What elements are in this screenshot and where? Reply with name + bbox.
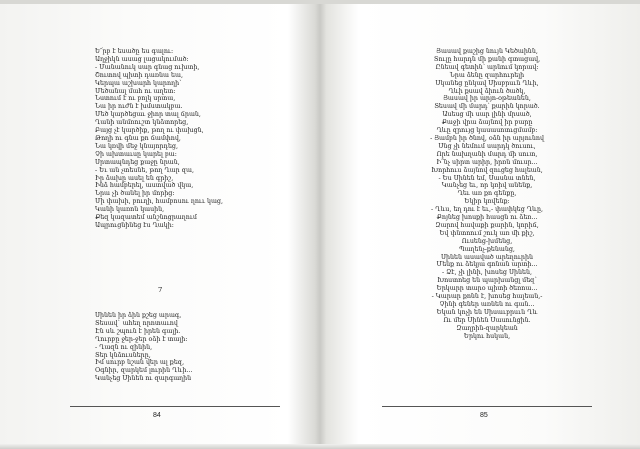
verse-line: Ղևը զրույց կասասոտւցմամբ: xyxy=(436,127,538,135)
verse-line: Քեզ կազատեմ անշնոցրաղում xyxy=(95,214,197,222)
verse-line: Ասեսց մի սար լինի մրսած, xyxy=(442,111,532,119)
verse-line: Տուլը հարդն մի քանի գտացավ, xyxy=(433,55,541,63)
verse-line: Սկանեց ընկավ Սիսբրսւն Ղևի, xyxy=(435,79,539,87)
verse-line: Սինեն ասաված արեղուրին xyxy=(441,253,533,261)
verse-line: Թողի ու գնա քո ճամփով, xyxy=(95,134,181,142)
verse-line: Նա իր ուժն է խմստակբա. xyxy=(95,103,183,111)
left-page xyxy=(0,0,318,449)
verse-line: Չի ախտաւսը կարել բա: xyxy=(95,150,177,158)
verse-line: Սինեն իր ձին քշեց արագ, xyxy=(95,312,182,319)
verse-line: Զարով հավաքի քարին, կորիճ, xyxy=(435,221,539,229)
verse-line: Քոյնեց խոսքի հասցն ու ձեռ... xyxy=(436,214,538,222)
verse-line: Ղևի քսավ ձիուն ծածկ, xyxy=(448,87,526,95)
verse-line: Ու մեր Սինեն Սասունցին. xyxy=(443,316,531,324)
verse-line: - Ձէ, չի լինի, խոսեց Սինեն, xyxy=(442,269,532,277)
verse-line: Իր ձախը ասել են գրիշ, xyxy=(95,174,174,182)
verse-line: Ղանի անմռուշտ կնձտորեց, xyxy=(95,119,189,127)
verse-line: Սրտապնդեց քաջը նրան, xyxy=(95,158,180,166)
verse-line: Ինձ համբերել, աստված վկա, xyxy=(95,182,194,190)
verse-line: - Ղևս, եղ դու է եւ,- փափկեց Ղևը, xyxy=(430,206,544,214)
verse-line: Խորհուս ձայնով զուցեց հալեան, xyxy=(431,166,543,174)
verse-line: Բայց չէ կարծիք, թող ու փախցն, xyxy=(95,127,204,135)
verse-line: Խոստոեց են պարխանցլ մեզ՝ xyxy=(437,277,537,285)
verse-line: Ապրուցնինեց էս Ղակի: xyxy=(95,221,174,229)
verse-line: - Ղազն ու զինին, xyxy=(95,343,153,351)
verse-line: Ղուրբը ջեր-ջեր օձի է տալի: xyxy=(95,335,188,343)
verse-line: Յասավ իր արյո-օթեանեն, xyxy=(443,95,531,103)
verse-line: Տեր կնձուսները, xyxy=(95,351,151,359)
verse-line: Կանչեց եւ, որ կռիվ անենք, xyxy=(441,182,533,190)
footer-rule xyxy=(70,406,280,407)
verse-line: Քաջի վրա ձայնով իր բարը xyxy=(441,119,533,127)
left-page-verse-top xyxy=(95,48,265,230)
verse-line: Նա կռվի մեջ կնայորդեց, xyxy=(95,142,178,150)
verse-line: Եկիր կռվենք: xyxy=(464,198,510,206)
verse-line: Տեսավ` ահեղ որոտաւով xyxy=(95,319,178,327)
section-number: 7 xyxy=(158,286,163,294)
verse-line: Ընեավ գետին՝ արնում կորավ: xyxy=(435,63,539,71)
verse-line: Որե նախղանի մարդ մի սուտ, xyxy=(436,150,538,158)
verse-line: Նրա չի ծանել իր մորից: xyxy=(95,190,175,198)
verse-line: Տեսավ մի մարդ՝ քարին կորած. xyxy=(434,103,540,111)
left-page-verse-bottom xyxy=(95,312,265,383)
right-page-verse xyxy=(402,48,572,341)
verse-line: Յասավ քաշից նույն Կեծաինն, xyxy=(436,48,538,55)
page-number-right: 85 xyxy=(480,412,488,419)
verse-line: Երկարր տարօ պիտի ծեռոա... xyxy=(436,285,538,293)
footer-rule xyxy=(382,406,592,407)
verse-line: Աղջիկն ասաց լացակումած: xyxy=(95,55,189,63)
verse-line: Նրա ձենը զարհուրելի xyxy=(449,71,525,79)
verse-line: Կանի կառոն կասին, xyxy=(95,206,165,214)
verse-line: Էն սև շպուն է իրեն գալի. xyxy=(95,327,181,335)
verse-line: Մեծ կարծեցաւ ջիոր տալ ճրան, xyxy=(95,111,201,119)
verse-line: Մենք ու ձեկյա գոնան արտի... xyxy=(436,261,538,269)
verse-line: - Ես Սինեն եմ, Սասնա տնեն, xyxy=(438,174,536,182)
verse-line: Ղեւ առ քո գենքը, xyxy=(457,190,517,198)
verse-line: Ի՞նչ սիրտ արիր, իրռն մուսր... xyxy=(436,158,538,166)
verse-line: - Կարար քոնն է, խոսեց հալեան,- xyxy=(431,293,543,301)
verse-line: - Մանանուկ սար գնաց ուխտի, xyxy=(95,63,200,71)
verse-line: Սնց չի նեմում սարդկ ծուսու, xyxy=(438,142,536,150)
verse-line: Երկու հսկան, xyxy=(463,332,511,340)
verse-line: Կանչեց Սինեն ու զարգաղին xyxy=(95,375,192,383)
verse-line: - Եւ ան չտեսնե, թող Ղար զա, xyxy=(95,166,195,174)
verse-line: Իմ սուրբ նշան վեր ալ քեզ, xyxy=(95,359,185,367)
verse-line: Չինի գեներ առնեն ու գան... xyxy=(439,301,535,308)
page-number-left: 84 xyxy=(153,412,161,419)
verse-line: Ուսենց-խմենց, xyxy=(461,237,513,245)
page-bottom-edge xyxy=(0,444,640,449)
verse-line: Զաղրին-զարկեան xyxy=(456,324,518,332)
verse-line: Նստում է ու բոլկ սրտա, xyxy=(95,95,176,103)
verse-line: Ե՜րբ է եսածը ես գալու: xyxy=(95,48,174,55)
verse-line: Եկան կոչի են Սիսաւբրսւն Ղև xyxy=(436,308,538,316)
right-page xyxy=(322,0,640,449)
verse-line: Եվ փնտոում շուկ առ մի քիշ, xyxy=(439,229,535,237)
verse-line: Պաղենչ-քենանց, xyxy=(459,245,515,253)
verse-line: Մեծանալ մահ ու աղետ: xyxy=(95,87,176,95)
verse-line: Կերպա աշխարհ կարողի՝ xyxy=(95,79,182,87)
verse-line: Օգնիր, զարկեմ լուրին Ղևի... xyxy=(95,367,193,375)
verse-line: Շուտով պիտի դառնա եա, xyxy=(95,71,183,79)
verse-line: - Յամբն իր ծնով, օձն իր արյունով xyxy=(430,134,544,142)
verse-line: Մի փախի, բուղի, համբոսու ղոււ կաց, xyxy=(95,198,223,206)
